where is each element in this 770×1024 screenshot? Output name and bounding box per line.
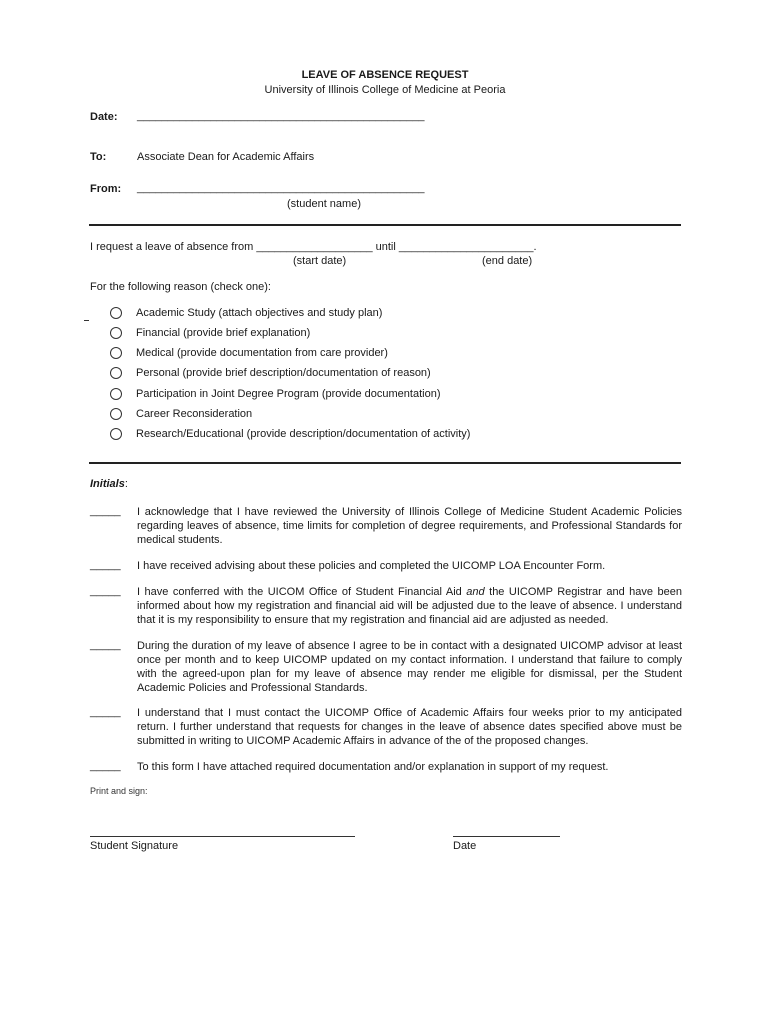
- reason-option-label: Medical (provide documentation from care provider): [136, 347, 388, 359]
- reason-option-label: Financial (provide brief explanation): [136, 327, 311, 339]
- reason-option-personal[interactable]: [110, 365, 431, 381]
- reason-option-medical[interactable]: [110, 345, 388, 361]
- request-text: [90, 241, 537, 253]
- signature-date-line[interactable]: [453, 836, 560, 837]
- acknowledgement-advising: I have received advising about these policies and completed the UICOMP LOA Encounter Form.: [137, 560, 606, 572]
- radio-button[interactable]: [110, 408, 122, 420]
- student-name-caption: (student name): [287, 198, 361, 210]
- initials-field[interactable]: _____: [90, 559, 121, 571]
- radio-button[interactable]: [110, 307, 122, 319]
- student-name-field[interactable]: _______________________________________________: [137, 182, 425, 194]
- reason-option-career[interactable]: [110, 406, 252, 422]
- reason-option-label: Personal (provide brief description/documentation of reason): [136, 367, 431, 379]
- initials-heading-text: Initials: [90, 478, 125, 490]
- to-label: To:: [90, 151, 107, 163]
- start-date-field[interactable]: ___________________: [256, 241, 373, 253]
- reason-option-academic-study[interactable]: [110, 305, 382, 321]
- acknowledgement-financial-aid-rest: informed about how my registration and financial aid will be adjusted due to the leave of absence. I understand that it is my responsibility to ensure that my registration and financial aid are adjusted as needed.: [137, 600, 682, 626]
- student-signature-label: Student Signature: [90, 840, 179, 852]
- reason-option-label: Career Reconsideration: [136, 408, 253, 420]
- text-part: I have conferred with the UICOM Office of Student Financial Aid: [137, 586, 467, 598]
- end-date-field[interactable]: ______________________.: [398, 241, 537, 253]
- acknowledgement-contact: During the duration of my leave of absence I agree to be in contact with a designated UICOMP advisor at least once per month and to keep UICOMP updated on my contact information. I understand that failure to comply with the agreed-upon plan for my leave of absence may render me eligible for dismissal, per the Student Academic Policies and Professional Standards.: [137, 640, 682, 694]
- student-signature-line[interactable]: [90, 836, 355, 837]
- radio-button[interactable]: [110, 327, 122, 339]
- margin-mark: [84, 320, 89, 321]
- acknowledgement-financial-aid-line1: [137, 586, 682, 598]
- date-field[interactable]: _______________________________________________: [137, 110, 425, 122]
- from-label: From:: [90, 183, 122, 195]
- radio-button[interactable]: [110, 388, 122, 400]
- initials-heading: [90, 478, 128, 490]
- reason-option-research[interactable]: [110, 426, 470, 442]
- text-italic: and: [466, 586, 485, 598]
- to-value: Associate Dean for Academic Affairs: [137, 151, 315, 163]
- initials-field[interactable]: _____: [90, 639, 121, 651]
- until-text: until: [375, 241, 396, 253]
- form-subtitle: University of Illinois College of Medicine at Peoria: [264, 84, 506, 96]
- reason-option-label: Academic Study (attach objectives and study plan): [136, 307, 383, 319]
- reason-option-label: Participation in Joint Degree Program (provide documentation): [136, 388, 441, 400]
- acknowledgement-financial-aid: [137, 585, 682, 627]
- start-date-caption: (start date): [293, 255, 347, 267]
- reason-intro: For the following reason (check one):: [90, 281, 271, 293]
- initials-field[interactable]: _____: [90, 760, 121, 772]
- acknowledgement-documentation: To this form I have attached required documentation and/or explanation in support of my request.: [137, 761, 609, 773]
- initials-colon: :: [124, 478, 128, 490]
- text-part: the UICOMP Registrar and have been: [484, 586, 683, 598]
- radio-button[interactable]: [110, 428, 122, 440]
- reason-option-label: Research/Educational (provide description/documentation of activity): [136, 428, 471, 440]
- date-label: Date:: [90, 111, 118, 123]
- acknowledgement-policies: I acknowledge that I have reviewed the University of Illinois College of Medicine Student Academic Policies regarding leaves of absence, time limits for completion of degree requirements, and Professional Standards for medical students.: [137, 506, 682, 546]
- initials-field[interactable]: _____: [90, 505, 121, 517]
- signature-date-label: Date: [453, 840, 477, 852]
- reason-option-financial[interactable]: [110, 325, 310, 341]
- radio-button[interactable]: [110, 347, 122, 359]
- end-date-caption: (end date): [482, 255, 533, 267]
- radio-button[interactable]: [110, 367, 122, 379]
- acknowledgement-return: I understand that I must contact the UICOMP Office of Academic Affairs four weeks prior to my anticipated return. I further understand that requests for changes in the leave of absence dates specified above must be submitted in writing to UICOMP Academic Affairs in advance of the of the proposed changes.: [137, 707, 682, 747]
- print-and-sign-label: Print and sign:: [90, 786, 148, 796]
- request-prefix: I request a leave of absence from: [90, 241, 254, 253]
- initials-field[interactable]: _____: [90, 585, 121, 597]
- section-divider: [89, 224, 681, 226]
- section-divider: [89, 462, 681, 464]
- initials-field[interactable]: _____: [90, 706, 121, 718]
- reason-option-joint-degree[interactable]: [110, 386, 441, 402]
- form-title: LEAVE OF ABSENCE REQUEST: [301, 69, 469, 81]
